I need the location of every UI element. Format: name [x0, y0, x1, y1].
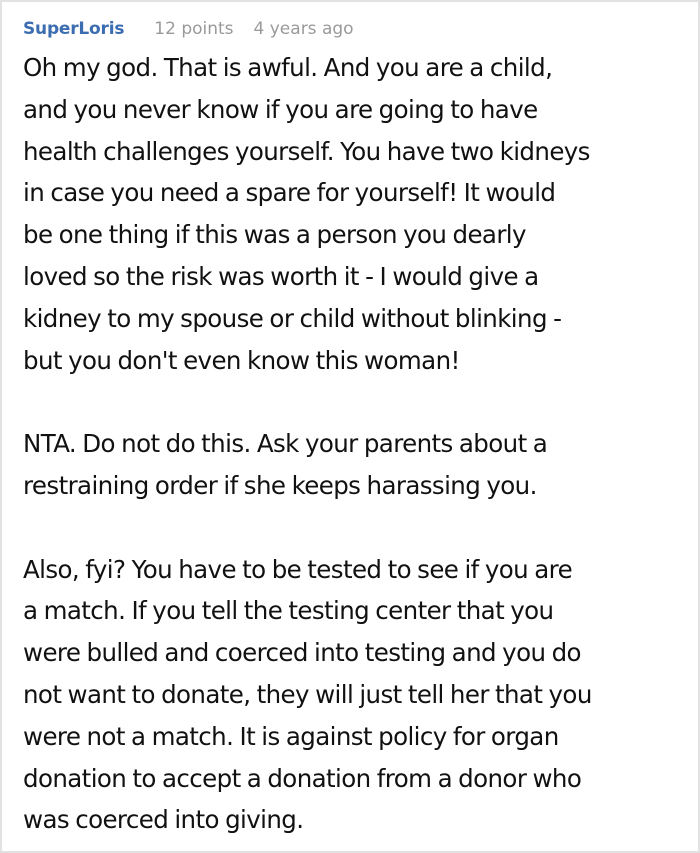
text-line: were not a match. It is against policy for organ — [23, 721, 559, 751]
text-line: health challenges yourself. You have two kidneys — [23, 136, 590, 166]
comment-timestamp: 4 years ago — [253, 19, 354, 39]
text-line: restraining order if she keeps harassing you. — [23, 470, 537, 500]
comment-paragraph-3 — [23, 549, 683, 842]
text-line: were bulled and coerced into testing and you do — [23, 638, 581, 668]
comment-paragraph-1 — [23, 47, 683, 381]
comment-header — [23, 19, 678, 47]
comment-body — [23, 47, 678, 841]
text-line: and you never know if you are going to have — [23, 94, 538, 124]
text-line: a match. If you tell the testing center that you — [23, 596, 554, 626]
text-line: donation to accept a donation from a donor who — [23, 763, 582, 793]
comment-author-link[interactable]: SuperLoris — [23, 19, 125, 39]
text-line: be one thing if this was a person you dearly — [23, 220, 526, 250]
text-line: kidney to my spouse or child without blinking - — [23, 303, 562, 333]
text-line: NTA. Do not do this. Ask your parents about a — [23, 429, 548, 459]
text-line: Oh my god. That is awful. And you are a child, — [23, 53, 553, 82]
text-line: not want to donate, they will just tell her that you — [23, 679, 592, 709]
text-line: loved so the risk was worth it - I would give a — [23, 261, 539, 291]
comment-paragraph-2 — [23, 423, 683, 507]
text-line: but you don't even know this woman! — [23, 345, 460, 375]
text-line: in case you need a spare for yourself! It would — [23, 178, 556, 208]
text-line: was coerced into giving. — [23, 805, 304, 835]
comment-points: 12 points — [154, 19, 234, 39]
text-line: Also, fyi? You have to be tested to see if you are — [23, 554, 573, 584]
